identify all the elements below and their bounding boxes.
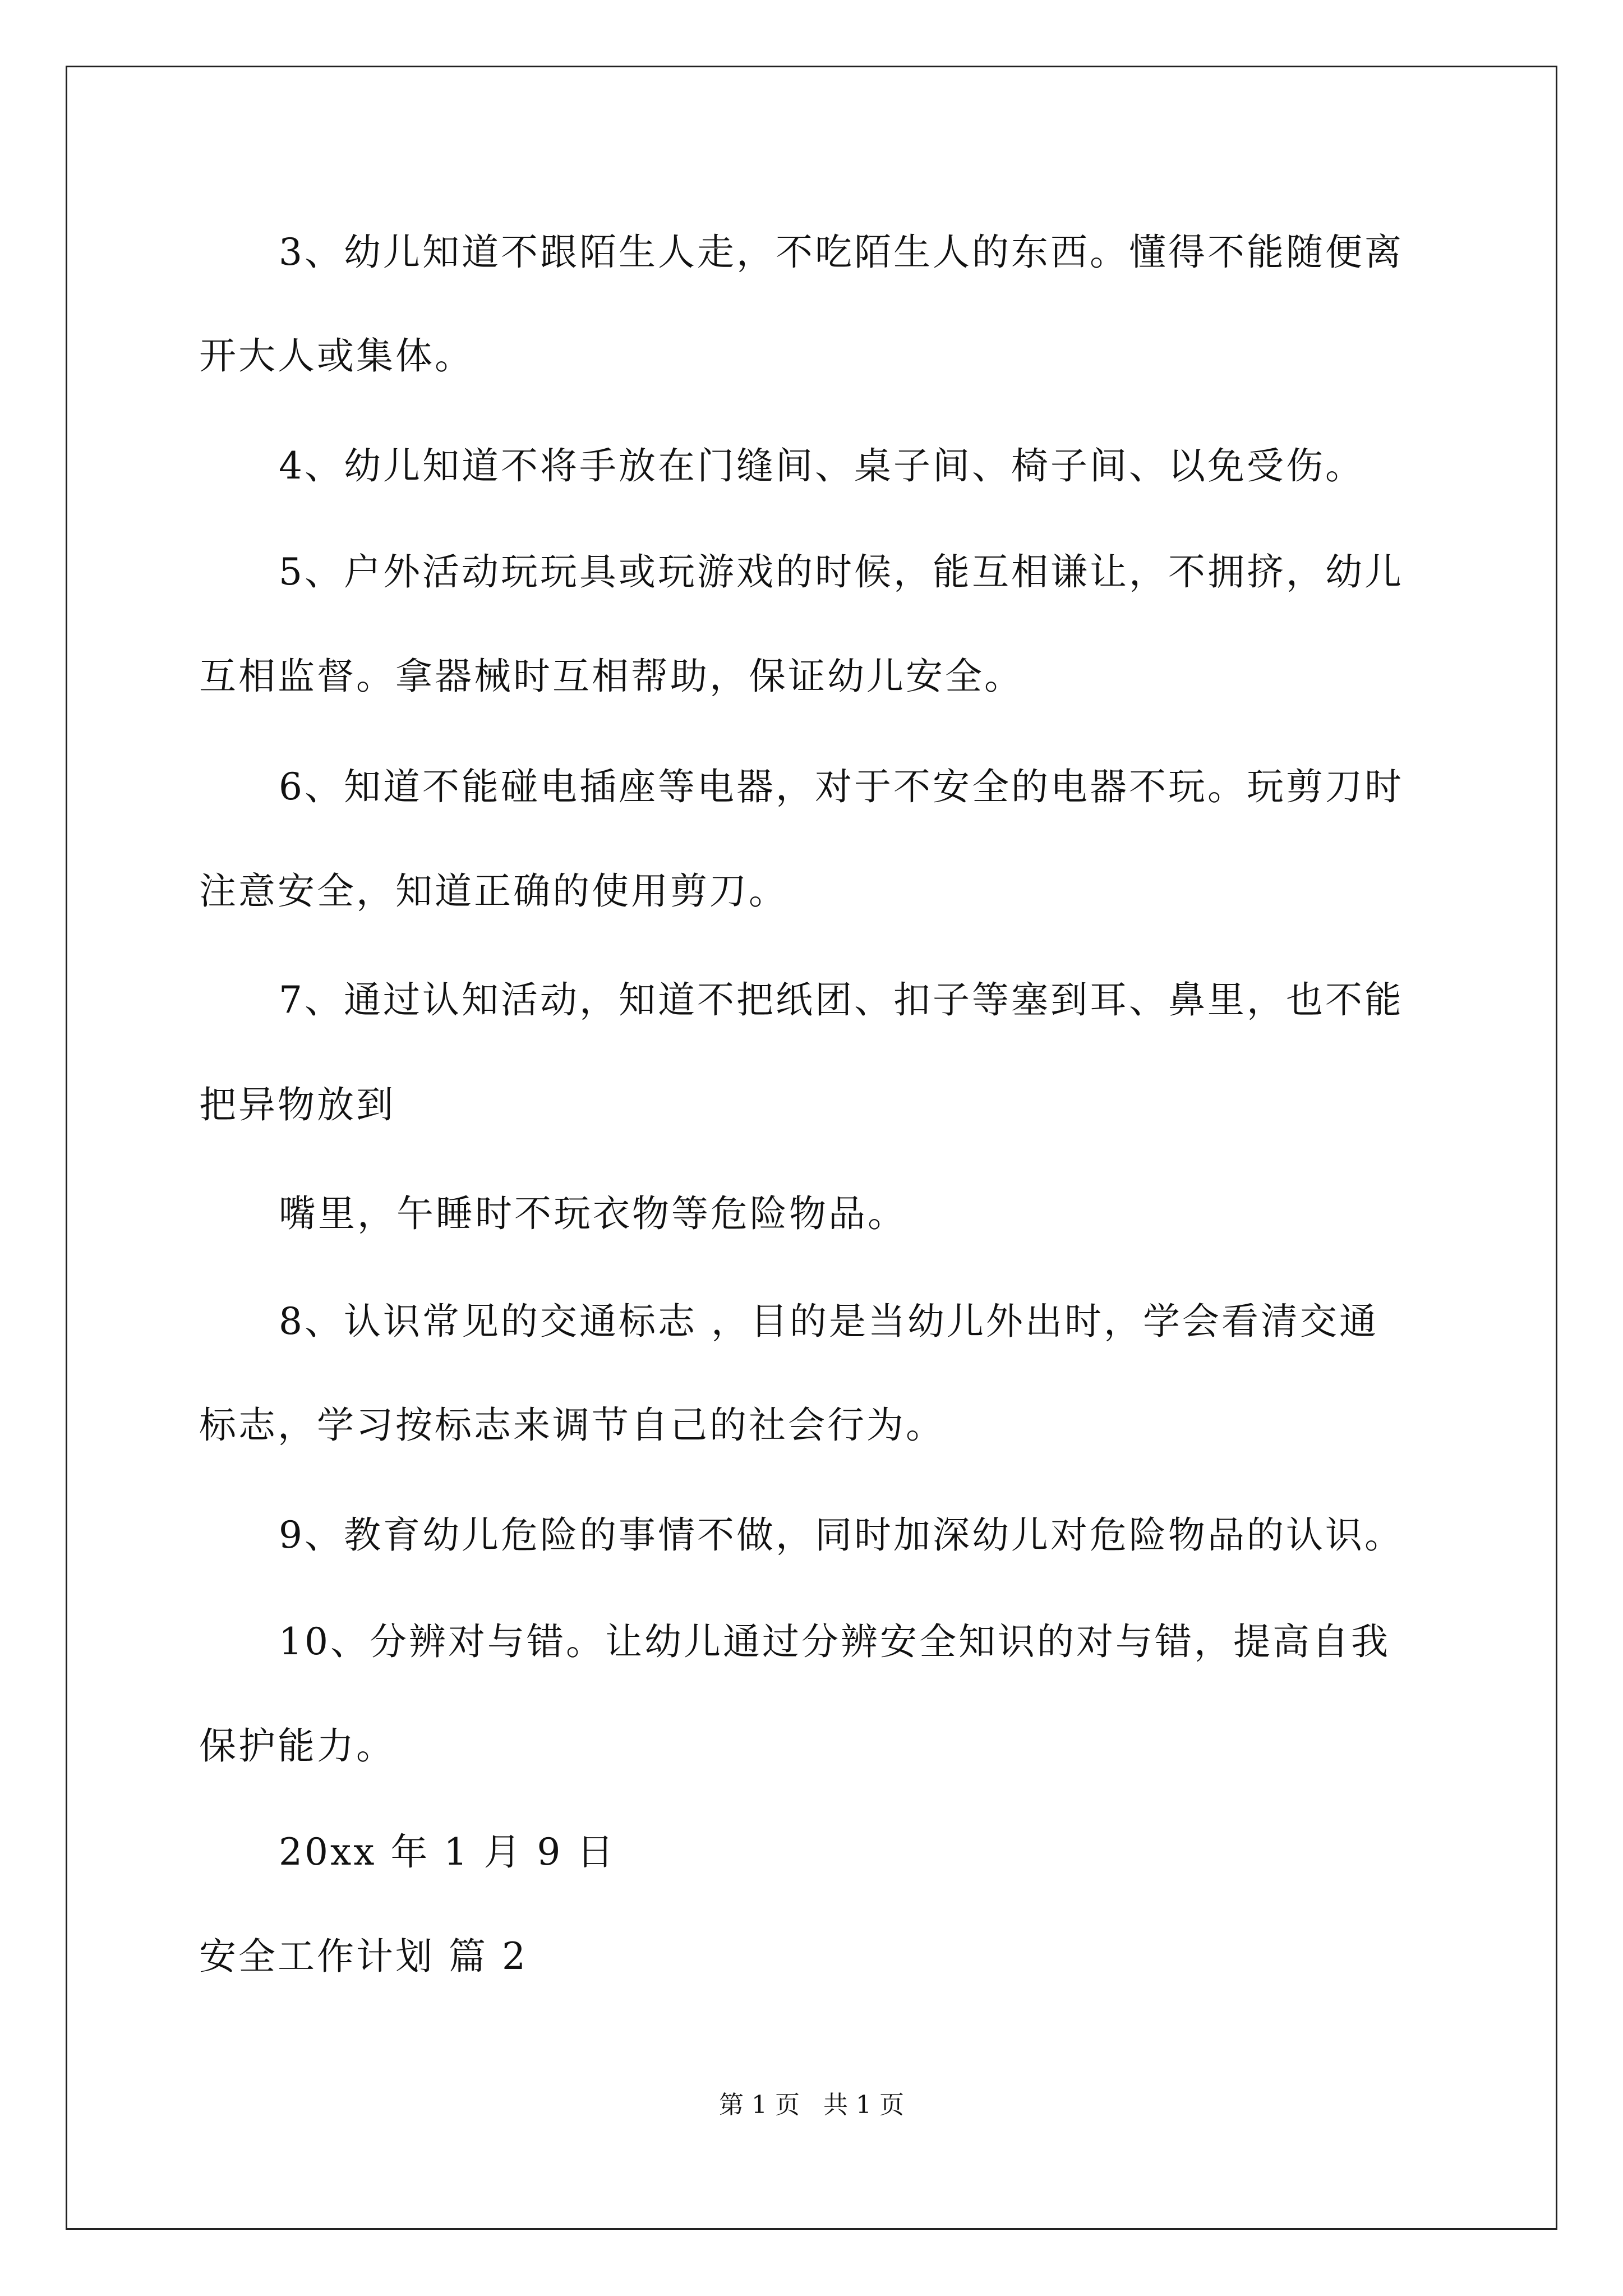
paragraph-line: 标志，学习按标志来调节自己的社会行为。 xyxy=(199,1404,945,1447)
paragraph-line: 嘴里，午睡时不玩衣物等危险物品。 xyxy=(279,1192,907,1235)
paragraph-line: 保护能力。 xyxy=(199,1724,395,1768)
page-border xyxy=(66,66,1557,2230)
paragraph-line: 5、户外活动玩玩具或玩游戏的时候，能互相谦让，不拥挤，幼儿 xyxy=(279,550,1404,593)
paragraph-line: 3、幼儿知道不跟陌生人走，不吃陌生人的东西。懂得不能随便离 xyxy=(279,231,1404,274)
paragraph-line: 互相监督。拿器械时互相帮助，保证幼儿安全。 xyxy=(199,655,1023,698)
paragraph-line: 10、分辨对与错。让幼儿通过分辨安全知识的对与错，提高自我 xyxy=(279,1620,1390,1663)
date-line: 20xx 年 1 月 9 日 xyxy=(279,1830,616,1874)
paragraph-line: 9、教育幼儿危险的事情不做，同时加深幼儿对危险物品的认识。 xyxy=(279,1513,1404,1557)
paragraph-line: 注意安全，知道正确的使用剪刀。 xyxy=(199,869,788,913)
paragraph-line: 把异物放到 xyxy=(199,1083,395,1126)
section-heading: 安全工作计划 篇 2 xyxy=(199,1935,528,1978)
page-footer: 第 1 页 共 1 页 xyxy=(719,2091,904,2119)
paragraph-line: 6、知道不能碰电插座等电器，对于不安全的电器不玩。玩剪刀时 xyxy=(279,765,1404,808)
paragraph-line: 8、认识常见的交通标志 ，目的是当幼儿外出时，学会看清交通 xyxy=(279,1300,1378,1343)
paragraph-line: 开大人或集体。 xyxy=(199,334,474,378)
paragraph-line: 4、幼儿知道不将手放在门缝间、桌子间、椅子间、以免受伤。 xyxy=(279,444,1364,487)
paragraph-line: 7、通过认知活动，知道不把纸团、扣子等塞到耳、鼻里，也不能 xyxy=(279,978,1404,1022)
